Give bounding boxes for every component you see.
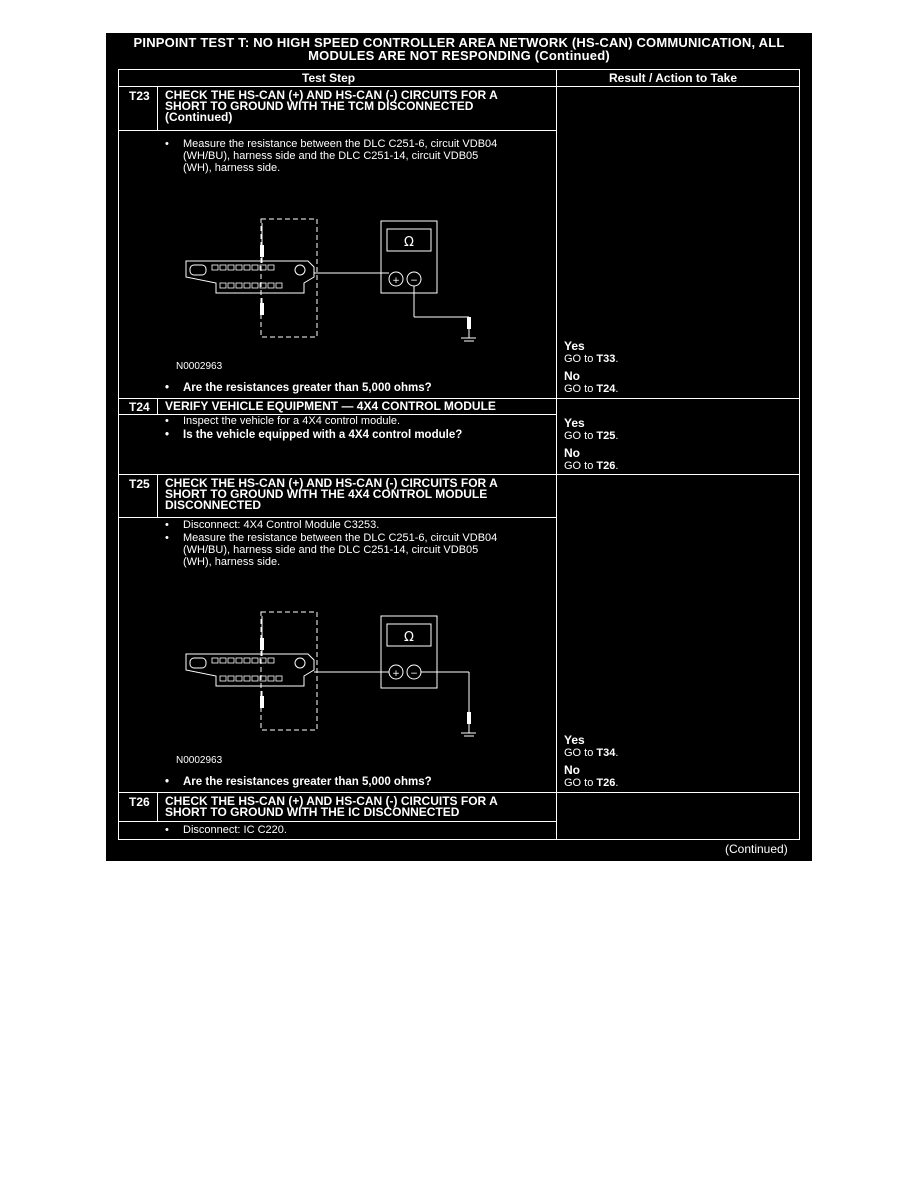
step-heading-t26 xyxy=(165,796,498,818)
result-yes-target-t25: T34 xyxy=(596,747,616,759)
step-instruction-t25-1: • Disconnect: 4X4 Control Module C3253. xyxy=(183,519,379,531)
step-instruction-t23-line-1: • Measure the resistance between the DLC C251-6, circuit VDB04 xyxy=(183,138,498,150)
result-no-action-text-t25: GO to xyxy=(564,777,597,789)
step-heading-t25-line-1: CHECK THE HS-CAN (+) AND HS-CAN (-) CIRCUITS FOR A xyxy=(165,476,498,490)
step-question-t24: • Is the vehicle equipped with a 4X4 control module? xyxy=(183,429,462,441)
result-no-target-t25: T26 xyxy=(596,777,616,789)
step-instruction-t25-2-line-3: (WH), harness side. xyxy=(183,556,281,568)
svg-text:+: + xyxy=(392,669,400,679)
dlc-resistance-diagram-t23 xyxy=(176,213,476,343)
result-yes-action-text-t23: GO to xyxy=(564,353,597,365)
page-title-line-2: MODULES ARE NOT RESPONDING (Continued) xyxy=(308,48,610,63)
step-question-t25: • Are the resistances greater than 5,000 ohms? xyxy=(183,776,432,788)
svg-text:−: − xyxy=(410,669,418,679)
pinpoint-test-panel xyxy=(106,33,812,861)
result-no-action-t25: GO to T26. xyxy=(564,777,619,789)
step-id-t26: T26 xyxy=(129,795,150,809)
step-id-t25: T25 xyxy=(129,477,150,491)
result-no-action-text-t23: GO to xyxy=(564,383,597,395)
step-id-t23: T23 xyxy=(129,89,150,103)
svg-text:−: − xyxy=(410,276,418,286)
step-instruction-t26: • Disconnect: IC C220. xyxy=(183,824,287,836)
result-yes-action-text-t24: GO to xyxy=(564,430,597,442)
result-yes-action-t23: GO to T33. xyxy=(564,353,619,365)
figure-code-t23: N0002963 xyxy=(176,361,223,372)
result-no-t24: No xyxy=(564,446,580,460)
svg-text:+: + xyxy=(392,276,400,286)
step-instruction-t23-line-2: (WH/BU), harness side and the DLC C251-14, circuit VDB05 xyxy=(183,150,479,162)
figure-code-t25: N0002963 xyxy=(176,755,223,766)
result-yes-action-text-t25: GO to xyxy=(564,747,597,759)
step-heading-t25 xyxy=(165,478,498,511)
result-yes-action-t25: GO to T34. xyxy=(564,747,619,759)
result-yes-t25: Yes xyxy=(564,733,585,747)
step-instruction-t23-line-3: (WH), harness side. xyxy=(183,162,281,174)
result-no-t23: No xyxy=(564,369,580,383)
result-yes-t24: Yes xyxy=(564,416,585,430)
step-instruction-t25-2-line-1: • Measure the resistance between the DLC C251-6, circuit VDB04 xyxy=(183,532,498,544)
result-no-t25: No xyxy=(564,763,580,777)
result-no-target-t24: T26 xyxy=(596,460,616,472)
column-header-test-step: Test Step xyxy=(302,71,356,85)
step-heading-t26-line-2: SHORT TO GROUND WITH THE IC DISCONNECTED xyxy=(165,805,460,819)
step-instruction-t23 xyxy=(183,138,497,174)
step-heading-t23-line-1: CHECK THE HS-CAN (+) AND HS-CAN (-) CIRCUITS FOR A xyxy=(165,88,498,102)
result-no-action-text-t24: GO to xyxy=(564,460,597,472)
page-title xyxy=(106,36,812,62)
step-question-t23: • Are the resistances greater than 5,000 ohms? xyxy=(183,382,432,394)
step-instruction-t24: • Inspect the vehicle for a 4X4 control module. xyxy=(183,415,400,427)
step-heading-t23 xyxy=(165,90,498,123)
step-heading-t25-line-2: SHORT TO GROUND WITH THE 4X4 CONTROL MODULE xyxy=(165,487,488,501)
dlc-resistance-diagram-t25 xyxy=(176,608,476,738)
step-instruction-t25-2 xyxy=(183,532,497,568)
step-instruction-t25-2-line-2: (WH/BU), harness side and the DLC C251-14, circuit VDB05 xyxy=(183,544,479,556)
result-no-target-t23: T24 xyxy=(596,383,616,395)
step-heading-t25-line-3: DISCONNECTED xyxy=(165,498,262,512)
result-yes-action-t24: GO to T25. xyxy=(564,430,619,442)
continued-footer: (Continued) xyxy=(725,842,788,856)
step-heading-t23-line-2: SHORT TO GROUND WITH THE TCM DISCONNECTED xyxy=(165,99,474,113)
column-header-result: Result / Action to Take xyxy=(609,71,738,85)
result-yes-t23: Yes xyxy=(564,339,585,353)
result-no-action-t23: GO to T24. xyxy=(564,383,619,395)
result-no-action-t24: GO to T26. xyxy=(564,460,619,472)
step-heading-t24: VERIFY VEHICLE EQUIPMENT — 4X4 CONTROL MODULE xyxy=(165,399,496,413)
step-heading-t23-line-3: (Continued) xyxy=(165,110,233,124)
result-yes-target-t23: T33 xyxy=(596,353,616,365)
step-id-t24: T24 xyxy=(129,400,150,414)
page-title-line-1: PINPOINT TEST T: NO HIGH SPEED CONTROLLER AREA NETWORK (HS-CAN) COMMUNICATION, ALL xyxy=(133,35,785,50)
ohm-symbol-t23: Ω xyxy=(404,235,414,250)
ohm-symbol-t25: Ω xyxy=(404,630,414,645)
step-heading-t26-line-1: CHECK THE HS-CAN (+) AND HS-CAN (-) CIRCUITS FOR A xyxy=(165,794,498,808)
result-yes-target-t24: T25 xyxy=(596,430,616,442)
